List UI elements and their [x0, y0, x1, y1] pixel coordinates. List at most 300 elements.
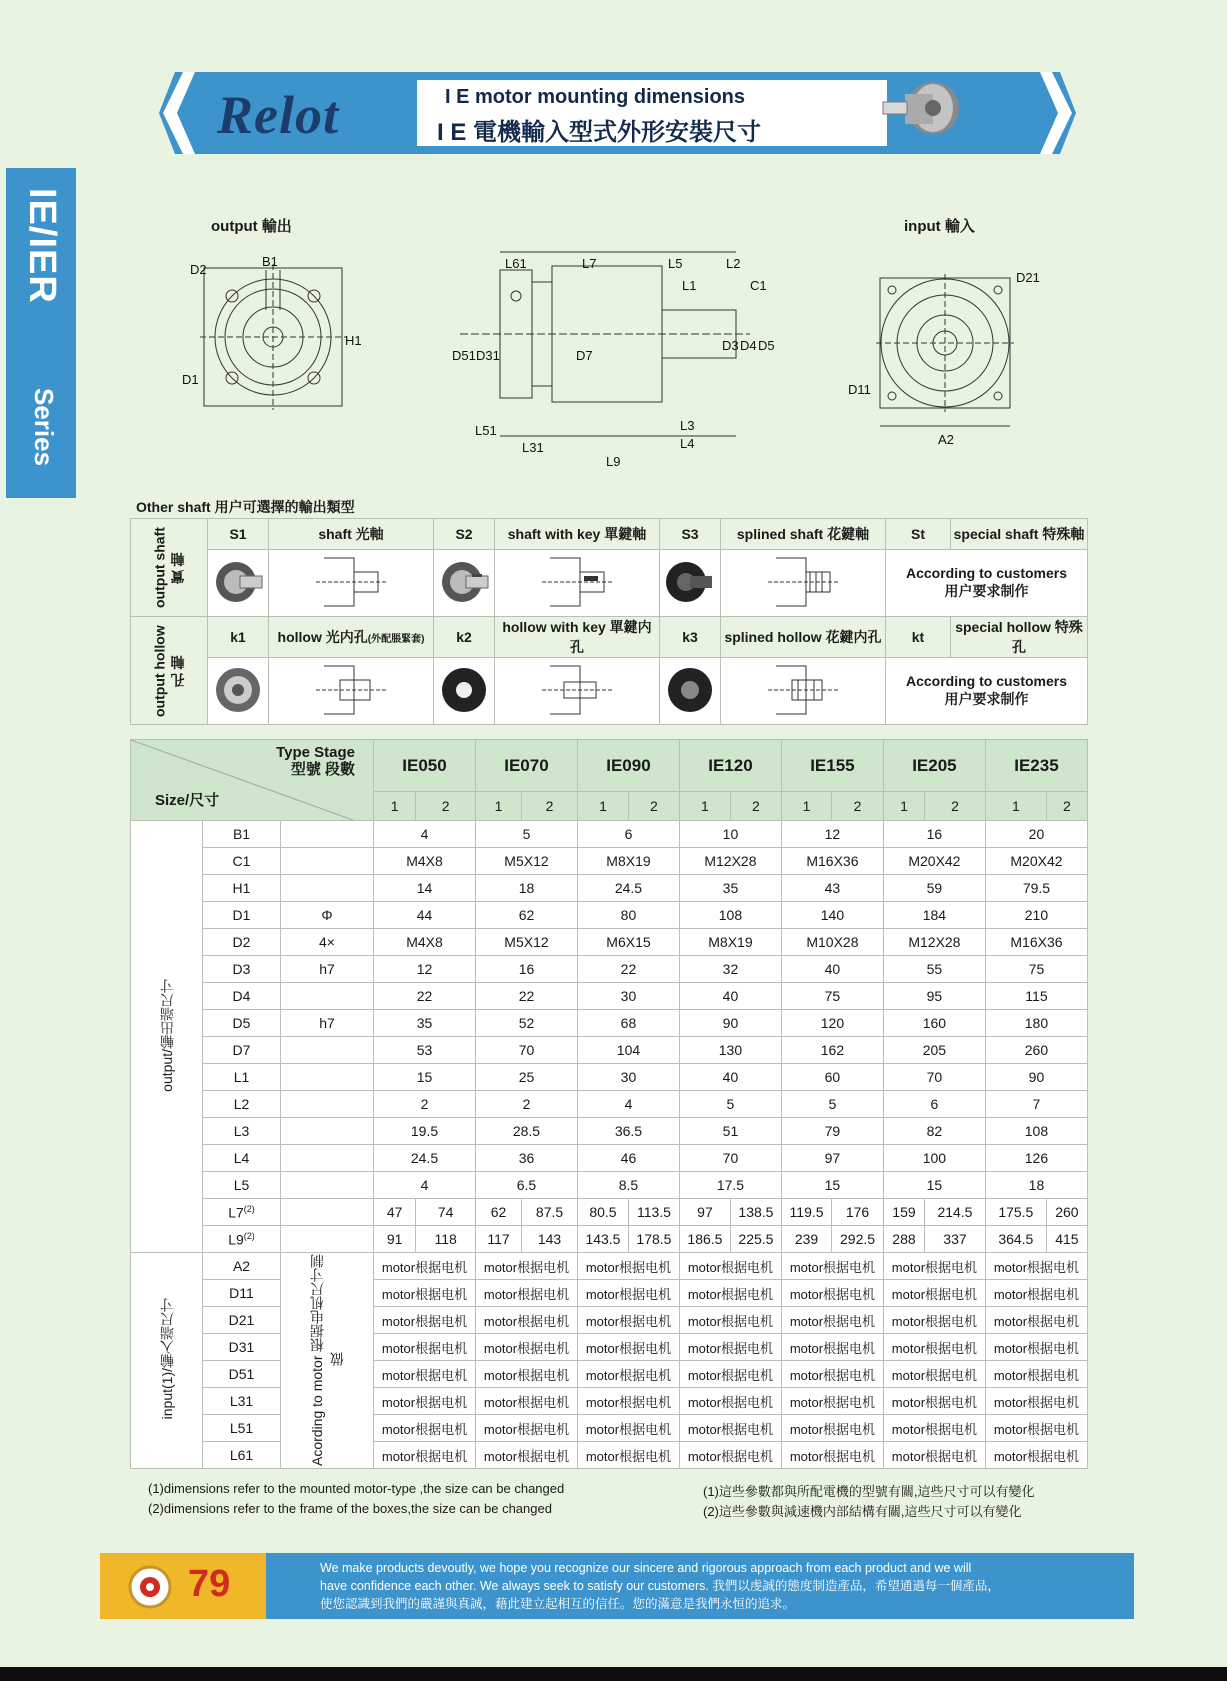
page-number: 79: [188, 1563, 231, 1605]
cell-l31-ie050: motor根据电机: [374, 1388, 476, 1415]
cell-l7-4: 80.5: [577, 1199, 628, 1226]
row-l1: [131, 1064, 1088, 1091]
stage-ie205-1: 1: [883, 792, 924, 821]
row-b1: [131, 821, 1088, 848]
dim-name-d5: D5: [203, 1010, 281, 1037]
sketch-k1: [269, 658, 434, 725]
row-d1: [131, 902, 1088, 929]
cell-d2-ie090: M6X15: [577, 929, 679, 956]
cell-l2-ie070: 2: [475, 1091, 577, 1118]
cell-h1-ie070: 18: [475, 875, 577, 902]
cell-l61-ie070: motor根据电机: [475, 1442, 577, 1469]
stage-ie235-2: 2: [1046, 792, 1087, 821]
cell-a2-ie235: motor根据电机: [985, 1253, 1087, 1280]
model-ie090: IE090: [577, 740, 679, 792]
cell-l9-9: 292.5: [832, 1226, 884, 1253]
stage-ie155-2: 2: [832, 792, 884, 821]
cell-c1-ie070: M5X12: [475, 848, 577, 875]
dim-label-d1: D1: [182, 372, 199, 387]
cell-d4-ie070: 22: [475, 983, 577, 1010]
cell-d51-ie120: motor根据电机: [679, 1361, 781, 1388]
row-d21: [131, 1307, 1088, 1334]
cell-d2-ie205: M12X28: [883, 929, 985, 956]
cell-d11-ie155: motor根据电机: [781, 1280, 883, 1307]
cell-l5-ie120: 17.5: [679, 1172, 781, 1199]
cell-d51-ie090: motor根据电机: [577, 1361, 679, 1388]
cell-d21-ie235: motor根据电机: [985, 1307, 1087, 1334]
dim-label-d11: D11: [848, 382, 871, 397]
dim-label-l31: L31: [522, 440, 544, 455]
name-k3: splined hollow 花鍵内孔: [721, 617, 886, 658]
dim-sym-l4: [281, 1145, 374, 1172]
cell-b1-ie090: 6: [577, 821, 679, 848]
row-l51: [131, 1415, 1088, 1442]
cell-d4-ie050: 22: [374, 983, 476, 1010]
cell-l51-ie120: motor根据电机: [679, 1415, 781, 1442]
name-kt: special hollow 特殊孔: [951, 617, 1088, 658]
technical-drawing: [0, 230, 1227, 500]
cell-l7-2: 62: [475, 1199, 521, 1226]
cell-c1-ie155: M16X36: [781, 848, 883, 875]
cell-l7-12: 175.5: [985, 1199, 1046, 1226]
dim-name-a2: A2: [203, 1253, 281, 1280]
row-l9: [131, 1226, 1088, 1253]
cell-d5-ie205: 160: [883, 1010, 985, 1037]
cell-l5-ie050: 4: [374, 1172, 476, 1199]
sketch-s1: [269, 550, 434, 617]
dim-label-d3: D3: [722, 338, 739, 353]
row-label-output-shaft: output shaft 實 軸: [131, 519, 208, 617]
cell-l5-ie090: 8.5: [577, 1172, 679, 1199]
input-sym-label: [281, 1253, 374, 1469]
cell-l7-10: 159: [883, 1199, 924, 1226]
footer-text-line-1: We make products devoutly, we hope you recognize our sincere and rigorous approach from each product and we will: [320, 1561, 972, 1575]
cell-l7-6: 97: [679, 1199, 730, 1226]
row-h1: [131, 875, 1088, 902]
cell-d2-ie120: M8X19: [679, 929, 781, 956]
name-k1: [269, 617, 434, 658]
cell-d11-ie090: motor根据电机: [577, 1280, 679, 1307]
cell-l4-ie155: 97: [781, 1145, 883, 1172]
customer-note-hollow-en: According to customers: [905, 673, 1068, 689]
photo-k3: [660, 658, 721, 725]
dim-sym-l7: [281, 1199, 374, 1226]
cell-h1-ie090: 24.5: [577, 875, 679, 902]
cell-d11-ie070: motor根据电机: [475, 1280, 577, 1307]
cell-l51-ie205: motor根据电机: [883, 1415, 985, 1442]
row-d11: [131, 1280, 1088, 1307]
cell-a2-ie070: motor根据电机: [475, 1253, 577, 1280]
photo-s3: [660, 550, 721, 617]
footer-text-line-2: have confidence each other. We always seek to satisfy our customers. 我們以虔誠的態度制造產品，希望通過每一個產品，: [320, 1579, 1000, 1593]
dim-name-d31: D31: [203, 1334, 281, 1361]
cell-l1-ie205: 70: [883, 1064, 985, 1091]
dim-label-l61: L61: [505, 256, 527, 271]
sketch-s2: [495, 550, 660, 617]
dim-sym-b1: [281, 821, 374, 848]
cell-l9-3: 143: [522, 1226, 578, 1253]
cell-l51-ie050: motor根据电机: [374, 1415, 476, 1442]
code-s2: S2: [434, 519, 495, 550]
cell-d31-ie205: motor根据电机: [883, 1334, 985, 1361]
cell-d3-ie090: 22: [577, 956, 679, 983]
model-ie235: IE235: [985, 740, 1087, 792]
row-l61: [131, 1442, 1088, 1469]
stage-ie070-2: 2: [522, 792, 578, 821]
cell-h1-ie235: 79.5: [985, 875, 1087, 902]
cell-d1-ie235: 210: [985, 902, 1087, 929]
cell-l3-ie155: 79: [781, 1118, 883, 1145]
cell-l9-7: 225.5: [730, 1226, 781, 1253]
dim-label-l51: L51: [475, 423, 497, 438]
cell-d7-ie120: 130: [679, 1037, 781, 1064]
dim-sym-l3: [281, 1118, 374, 1145]
cell-l9-10: 288: [883, 1226, 924, 1253]
cell-l3-ie070: 28.5: [475, 1118, 577, 1145]
cell-l2-ie155: 5: [781, 1091, 883, 1118]
cell-l5-ie235: 18: [985, 1172, 1087, 1199]
photo-k2: [434, 658, 495, 725]
dim-name-d51: D51: [203, 1361, 281, 1388]
input-group-label: [131, 1253, 203, 1469]
dim-name-l31: L31: [203, 1388, 281, 1415]
dim-sym-h1: [281, 875, 374, 902]
cell-d31-ie235: motor根据电机: [985, 1334, 1087, 1361]
photo-k1: [208, 658, 269, 725]
cell-l31-ie070: motor根据电机: [475, 1388, 577, 1415]
cell-l3-ie235: 108: [985, 1118, 1087, 1145]
cell-l3-ie205: 82: [883, 1118, 985, 1145]
cell-d2-ie070: M5X12: [475, 929, 577, 956]
cell-d5-ie050: 35: [374, 1010, 476, 1037]
cell-d5-ie090: 68: [577, 1010, 679, 1037]
cell-d3-ie235: 75: [985, 956, 1087, 983]
cell-l7-9: 176: [832, 1199, 884, 1226]
cell-d51-ie235: motor根据电机: [985, 1361, 1087, 1388]
cell-d2-ie235: M16X36: [985, 929, 1087, 956]
cell-d7-ie155: 162: [781, 1037, 883, 1064]
cell-l2-ie235: 7: [985, 1091, 1087, 1118]
cell-d31-ie155: motor根据电机: [781, 1334, 883, 1361]
dim-name-h1: H1: [203, 875, 281, 902]
row-l2: [131, 1091, 1088, 1118]
dim-label-d7: D7: [576, 348, 593, 363]
cell-d7-ie070: 70: [475, 1037, 577, 1064]
cell-d11-ie050: motor根据电机: [374, 1280, 476, 1307]
dim-name-l4: L4: [203, 1145, 281, 1172]
dim-name-l2: L2: [203, 1091, 281, 1118]
cell-d2-ie155: M10X28: [781, 929, 883, 956]
name-s2: shaft with key 單鍵軸: [495, 519, 660, 550]
dim-name-l3: L3: [203, 1118, 281, 1145]
dim-sym-d2: 4×: [281, 929, 374, 956]
cell-l51-ie090: motor根据电机: [577, 1415, 679, 1442]
dim-label-b1: B1: [262, 254, 278, 269]
cell-h1-ie205: 59: [883, 875, 985, 902]
dim-name-l9: [203, 1226, 281, 1253]
cell-l3-ie050: 19.5: [374, 1118, 476, 1145]
dim-label-d21: D21: [1016, 270, 1040, 285]
cell-l1-ie235: 90: [985, 1064, 1087, 1091]
cell-b1-ie205: 16: [883, 821, 985, 848]
cell-l1-ie155: 60: [781, 1064, 883, 1091]
dim-sym-l1: [281, 1064, 374, 1091]
row-label-output-hollow: output hollow 孔 軸: [131, 617, 208, 725]
cell-a2-ie090: motor根据电机: [577, 1253, 679, 1280]
row-d3: [131, 956, 1088, 983]
row-l5: [131, 1172, 1088, 1199]
sketch-k3: [721, 658, 886, 725]
name-st: special shaft 特殊軸: [951, 519, 1088, 550]
dimensions-table: [130, 739, 1088, 1469]
cell-l61-ie120: motor根据电机: [679, 1442, 781, 1469]
cell-d11-ie120: motor根据电机: [679, 1280, 781, 1307]
dim-label-l7: L7: [582, 256, 597, 271]
cell-l2-ie205: 6: [883, 1091, 985, 1118]
cell-b1-ie050: 4: [374, 821, 476, 848]
cell-c1-ie090: M8X19: [577, 848, 679, 875]
cell-l51-ie155: motor根据电机: [781, 1415, 883, 1442]
banner-title-en: I E motor mounting dimensions: [445, 86, 745, 108]
cell-d3-ie155: 40: [781, 956, 883, 983]
customer-note-hollow: [886, 658, 1088, 725]
cell-d21-ie070: motor根据电机: [475, 1307, 577, 1334]
cell-l7-0: 47: [374, 1199, 416, 1226]
cell-l9-4: 143.5: [577, 1226, 628, 1253]
dim-name-d4: D4: [203, 983, 281, 1010]
row-l3: [131, 1118, 1088, 1145]
cell-l5-ie155: 15: [781, 1172, 883, 1199]
cell-d3-ie050: 12: [374, 956, 476, 983]
cell-l3-ie120: 51: [679, 1118, 781, 1145]
dim-label-d51: D51: [452, 348, 476, 363]
cell-d1-ie070: 62: [475, 902, 577, 929]
cell-l61-ie205: motor根据电机: [883, 1442, 985, 1469]
header-size: Size/尺寸: [155, 792, 220, 809]
cell-l1-ie070: 25: [475, 1064, 577, 1091]
cell-d3-ie205: 55: [883, 956, 985, 983]
cell-d1-ie090: 80: [577, 902, 679, 929]
row-d51: [131, 1361, 1088, 1388]
dim-name-d11: D11: [203, 1280, 281, 1307]
input-sym-text: Acording to motor 根据电机尺寸制做: [309, 1252, 345, 1466]
dim-name-sup: (2): [243, 1230, 255, 1241]
dim-name-l7: [203, 1199, 281, 1226]
code-s1: S1: [208, 519, 269, 550]
customer-note-shaft-cn: 用户要求制作: [944, 583, 1029, 599]
customer-note-shaft-en: According to customers: [905, 565, 1068, 581]
dim-label-l5: L5: [668, 256, 683, 271]
cell-l7-13: 260: [1046, 1199, 1087, 1226]
model-ie050: IE050: [374, 740, 476, 792]
cell-l51-ie070: motor根据电机: [475, 1415, 577, 1442]
dim-sym-l5: [281, 1172, 374, 1199]
sketch-s3: [721, 550, 886, 617]
stage-ie090-2: 2: [628, 792, 679, 821]
cell-l31-ie205: motor根据电机: [883, 1388, 985, 1415]
header-corner: [131, 740, 374, 821]
cell-l4-ie235: 126: [985, 1145, 1087, 1172]
cell-d11-ie205: motor根据电机: [883, 1280, 985, 1307]
footer-text-line-3: 使您認識到我們的嚴謹與真誠，藉此建立起相互的信任。您的滿意是我們永恒的追求。: [320, 1597, 796, 1611]
model-ie070: IE070: [475, 740, 577, 792]
cell-b1-ie070: 5: [475, 821, 577, 848]
cell-l2-ie120: 5: [679, 1091, 781, 1118]
cell-d51-ie050: motor根据电机: [374, 1361, 476, 1388]
cell-d4-ie155: 75: [781, 983, 883, 1010]
note-en-2: (2)dimensions refer to the frame of the boxes,the size can be changed: [148, 1501, 552, 1516]
dim-label-a2: A2: [938, 432, 954, 447]
cell-l31-ie155: motor根据电机: [781, 1388, 883, 1415]
cell-d1-ie050: 44: [374, 902, 476, 929]
cell-d31-ie120: motor根据电机: [679, 1334, 781, 1361]
cell-d51-ie205: motor根据电机: [883, 1361, 985, 1388]
banner-title-cn: I E 電機輸入型式外形安裝尺寸: [437, 119, 762, 146]
dim-name-l61: L61: [203, 1442, 281, 1469]
dim-name-d3: D3: [203, 956, 281, 983]
cell-d51-ie070: motor根据电机: [475, 1361, 577, 1388]
customer-note-shaft: [886, 550, 1088, 617]
output-group-label: [131, 821, 203, 1253]
cell-l4-ie205: 100: [883, 1145, 985, 1172]
code-k3: k3: [660, 617, 721, 658]
cell-d3-ie120: 32: [679, 956, 781, 983]
cell-d1-ie155: 140: [781, 902, 883, 929]
cell-d7-ie235: 260: [985, 1037, 1087, 1064]
name-k1-main: hollow 光内孔: [277, 629, 368, 645]
code-k2: k2: [434, 617, 495, 658]
dim-name-c1: C1: [203, 848, 281, 875]
cell-d31-ie070: motor根据电机: [475, 1334, 577, 1361]
cell-l7-5: 113.5: [628, 1199, 679, 1226]
cell-l9-12: 364.5: [985, 1226, 1046, 1253]
cell-l31-ie235: motor根据电机: [985, 1388, 1087, 1415]
cell-l7-3: 87.5: [522, 1199, 578, 1226]
cell-b1-ie120: 10: [679, 821, 781, 848]
cell-a2-ie120: motor根据电机: [679, 1253, 781, 1280]
cell-l5-ie070: 6.5: [475, 1172, 577, 1199]
dim-name-l5: L5: [203, 1172, 281, 1199]
cell-d4-ie205: 95: [883, 983, 985, 1010]
row-l7: [131, 1199, 1088, 1226]
cell-l9-13: 415: [1046, 1226, 1087, 1253]
row-d7: [131, 1037, 1088, 1064]
cell-d21-ie120: motor根据电机: [679, 1307, 781, 1334]
row-d2: [131, 929, 1088, 956]
dim-name-text: L9: [228, 1231, 244, 1248]
dim-label-l3: L3: [680, 418, 695, 433]
cell-l61-ie235: motor根据电机: [985, 1442, 1087, 1469]
stage-ie050-2: 2: [416, 792, 476, 821]
cell-l4-ie050: 24.5: [374, 1145, 476, 1172]
dim-sym-d3: h7: [281, 956, 374, 983]
customer-note-hollow-cn: 用户要求制作: [944, 691, 1029, 707]
cell-h1-ie120: 35: [679, 875, 781, 902]
footer-band: [100, 1553, 1134, 1619]
dim-label-l2: L2: [726, 256, 741, 271]
cell-d4-ie235: 115: [985, 983, 1087, 1010]
header-type-cn: 型號 段數: [290, 761, 355, 778]
row-c1: [131, 848, 1088, 875]
model-ie155: IE155: [781, 740, 883, 792]
brand-logo: Relot: [217, 85, 339, 145]
dim-sym-l2: [281, 1091, 374, 1118]
cell-l2-ie090: 4: [577, 1091, 679, 1118]
stage-ie155-1: 1: [781, 792, 831, 821]
cell-d4-ie120: 40: [679, 983, 781, 1010]
name-s1: shaft 光軸: [269, 519, 434, 550]
series-word: Series: [29, 388, 59, 467]
cell-d1-ie205: 184: [883, 902, 985, 929]
cell-h1-ie050: 14: [374, 875, 476, 902]
input-label: input 輸入: [904, 218, 975, 235]
cell-l1-ie120: 40: [679, 1064, 781, 1091]
cell-l7-11: 214.5: [925, 1199, 986, 1226]
dim-name-d7: D7: [203, 1037, 281, 1064]
cell-l9-1: 118: [416, 1226, 476, 1253]
output-group-text: output/輸出端尺寸: [158, 978, 175, 1092]
row-l4: [131, 1145, 1088, 1172]
dim-label-l4: L4: [680, 436, 695, 451]
stage-ie120-1: 1: [679, 792, 730, 821]
cell-d7-ie050: 53: [374, 1037, 476, 1064]
name-s3: splined shaft 花鍵軸: [721, 519, 886, 550]
stage-ie090-1: 1: [577, 792, 628, 821]
cell-l61-ie090: motor根据电机: [577, 1442, 679, 1469]
dim-sym-d5: h7: [281, 1010, 374, 1037]
cell-l31-ie120: motor根据电机: [679, 1388, 781, 1415]
cell-l3-ie090: 36.5: [577, 1118, 679, 1145]
dim-label-c1: C1: [750, 278, 767, 293]
sketch-k2: [495, 658, 660, 725]
stage-ie120-2: 2: [730, 792, 781, 821]
cell-l9-2: 117: [475, 1226, 521, 1253]
cell-l9-0: 91: [374, 1226, 416, 1253]
cell-l9-11: 337: [925, 1226, 986, 1253]
cell-d21-ie205: motor根据电机: [883, 1307, 985, 1334]
cell-d51-ie155: motor根据电机: [781, 1361, 883, 1388]
dim-name-b1: B1: [203, 821, 281, 848]
dim-label-l9: L9: [606, 454, 621, 469]
other-shaft-title: Other shaft 用户可選擇的輸出類型: [136, 499, 355, 515]
code-s3: S3: [660, 519, 721, 550]
cell-d7-ie205: 205: [883, 1037, 985, 1064]
dim-sym-l9: [281, 1226, 374, 1253]
code-k1: k1: [208, 617, 269, 658]
header-row-models: [131, 740, 1088, 792]
cell-l9-6: 186.5: [679, 1226, 730, 1253]
other-shaft-table: [130, 518, 1088, 725]
cell-a2-ie205: motor根据电机: [883, 1253, 985, 1280]
footer-text: [266, 1553, 1134, 1619]
cell-d3-ie070: 16: [475, 956, 577, 983]
name-k1-small: (外配脹緊套): [367, 634, 425, 645]
cell-a2-ie155: motor根据电机: [781, 1253, 883, 1280]
input-group-text: input(1)/輸入端尺寸: [158, 1298, 175, 1420]
cell-l5-ie205: 15: [883, 1172, 985, 1199]
cell-l2-ie050: 2: [374, 1091, 476, 1118]
dim-label-d2: D2: [190, 262, 207, 277]
header-type-stage: [276, 744, 355, 778]
cell-d5-ie070: 52: [475, 1010, 577, 1037]
model-ie205: IE205: [883, 740, 985, 792]
code-kt: kt: [886, 617, 951, 658]
cell-d5-ie235: 180: [985, 1010, 1087, 1037]
dim-name-l1: L1: [203, 1064, 281, 1091]
cell-d4-ie090: 30: [577, 983, 679, 1010]
cell-l31-ie090: motor根据电机: [577, 1388, 679, 1415]
cell-c1-ie235: M20X42: [985, 848, 1087, 875]
